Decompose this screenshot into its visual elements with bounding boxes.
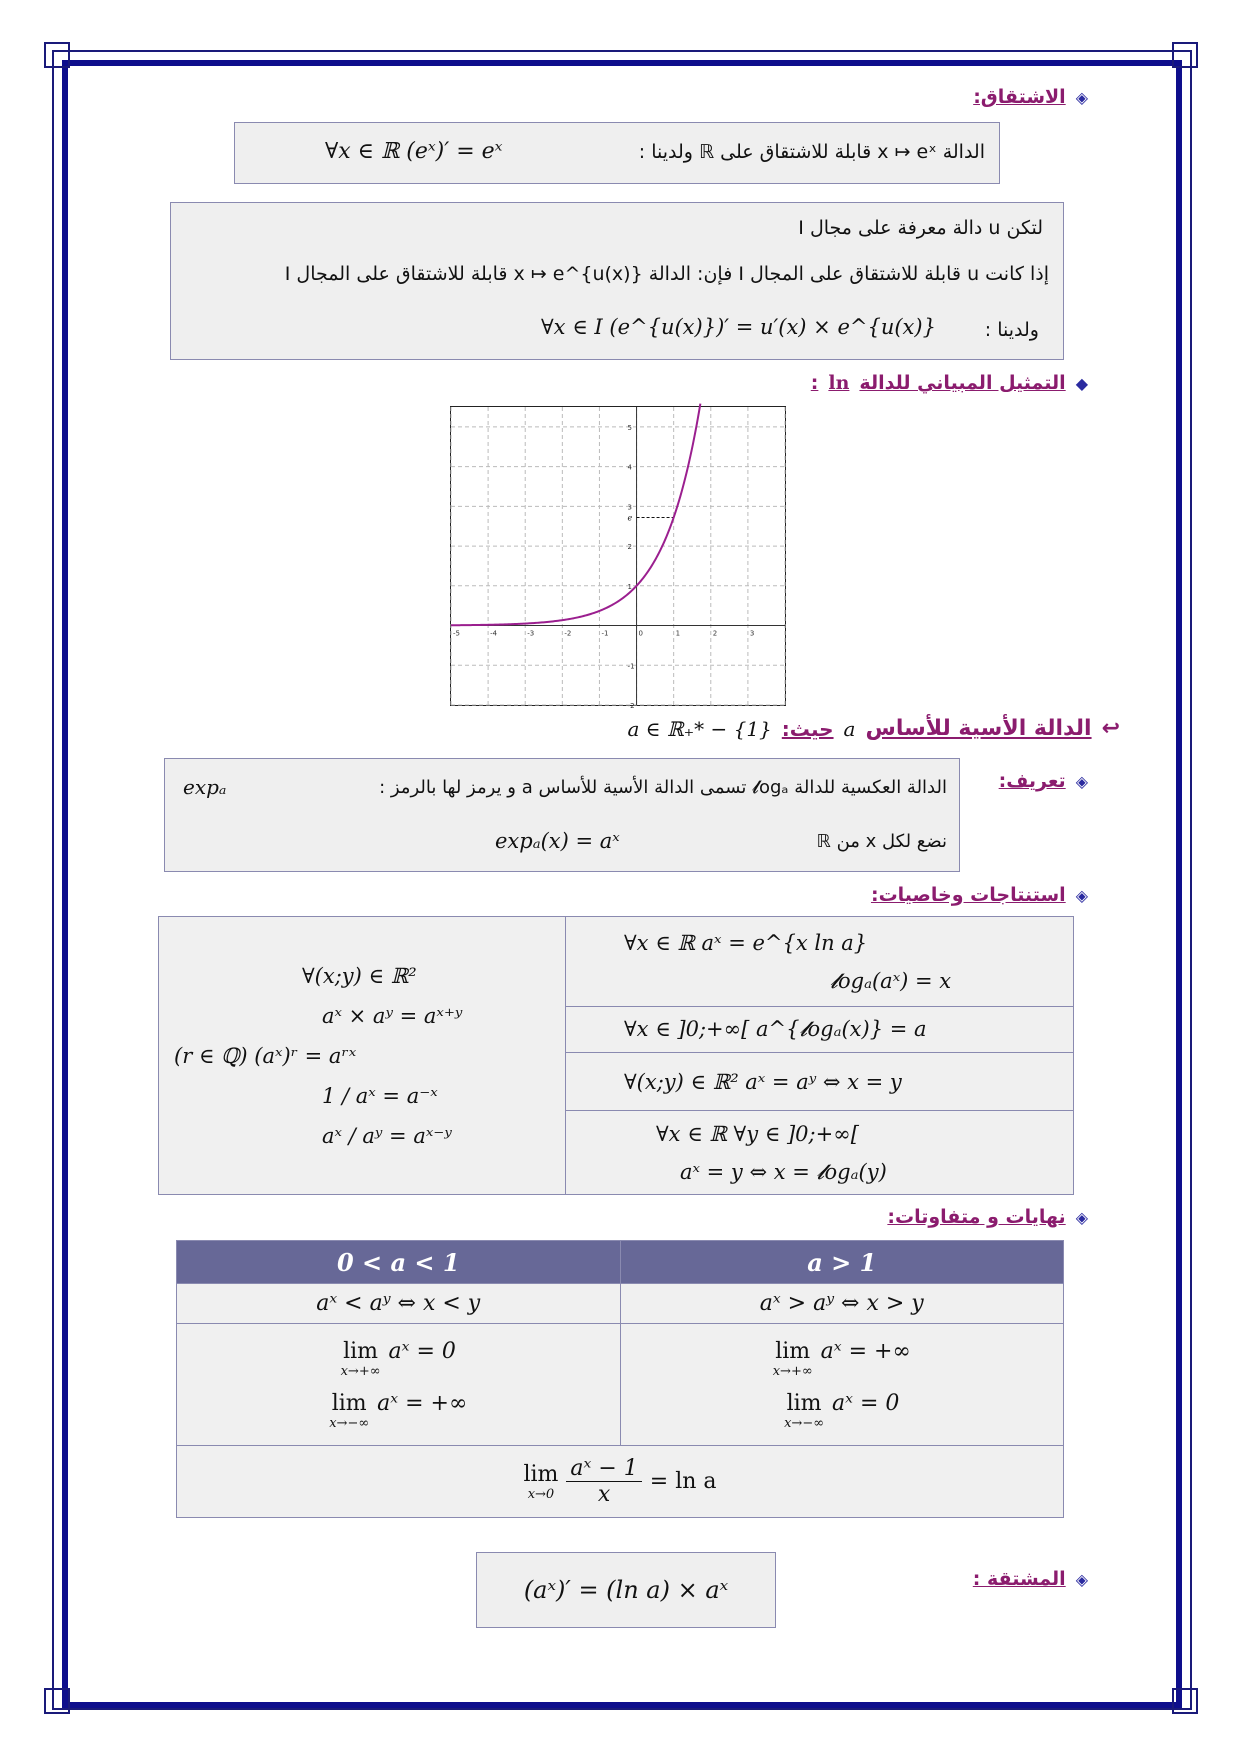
lim-subscript: x→+∞ <box>340 1363 381 1379</box>
inequality-left: aˣ < aʸ ⇔ x < y <box>177 1284 621 1324</box>
frame-corner <box>1172 42 1198 68</box>
properties-left-cell <box>159 917 566 1195</box>
derivative-formula: (aˣ)′ = (ln a) × aˣ <box>523 1576 729 1604</box>
y-tick-label: 1 <box>627 582 633 591</box>
lim-word: lim <box>331 1390 367 1416</box>
section-heading-graph <box>811 372 1088 394</box>
lim-word: lim <box>786 1390 822 1416</box>
lim-subscript: x→0 <box>527 1486 555 1502</box>
lim-word: lim <box>775 1338 811 1364</box>
prop-equivalence: aˣ = y ⇔ x = 𝓵ogₐ(y) <box>680 1159 887 1184</box>
arrow-icon: ↩ <box>1101 716 1120 741</box>
exp-chart-svg <box>451 407 785 710</box>
definition-line-1: الدالة العكسية للدالة 𝓵ogₐ تسمى الدالة الأسية للأساس a و يرمز لها بالرمز : <box>379 777 947 798</box>
diamond-bullet-icon: ◈ <box>1075 87 1088 107</box>
x-tick-label: 0 <box>638 629 644 638</box>
properties-cell-1 <box>566 917 1074 1007</box>
section-title: استنتاجات وخاصيات: <box>870 884 1066 906</box>
section-heading-derivative <box>973 1568 1088 1590</box>
definition-formula: expₐ(x) = aˣ <box>495 829 620 853</box>
x-tick-label: -1 <box>601 629 609 638</box>
y-tick-label: 3 <box>627 503 633 512</box>
section-heading-derivation <box>973 86 1088 108</box>
lim-value: aˣ = 0 <box>832 1390 900 1416</box>
header-case-less-than-one: 0 < a < 1 <box>177 1241 621 1284</box>
lim-subscript: x→−∞ <box>784 1415 825 1431</box>
x-tick-label: -3 <box>527 629 535 638</box>
diamond-bullet-icon: ◈ <box>1075 1569 1088 1589</box>
y-tick-label: -1 <box>627 662 635 671</box>
section-heading-properties <box>871 884 1088 906</box>
limit-right-minf <box>784 1391 899 1431</box>
x-tick-label: -2 <box>564 629 572 638</box>
definition-line-2: نضع لكل x من ℝ <box>816 831 947 852</box>
lim-subscript: x→−∞ <box>329 1415 370 1431</box>
header-case-greater-than-one: a > 1 <box>620 1241 1064 1284</box>
lim-value: aˣ = +∞ <box>820 1338 911 1364</box>
prop-domain: ∀x ∈ ℝ ∀y ∈ ]0;+∞[ <box>656 1121 859 1146</box>
properties-cell-2 <box>566 1007 1074 1053</box>
limit-left-pinf <box>341 1339 456 1379</box>
prop-quotient: aˣ / aʸ = aˣ⁻ʸ <box>322 1123 452 1148</box>
limit-right-pinf <box>773 1339 911 1379</box>
section-title: نهايات و متفاوتات: <box>887 1206 1066 1228</box>
properties-cell-4 <box>566 1111 1074 1195</box>
section-heading-definition <box>999 770 1088 792</box>
prop-log-of-exp: 𝓵ogₐ(aˣ) = x <box>830 968 952 993</box>
composite-line-3-label: ولدينا : <box>984 319 1039 341</box>
diamond-bullet-icon: ◈ <box>1075 1207 1088 1227</box>
limit-result: = ln a <box>649 1469 717 1494</box>
lim-word: lim <box>343 1338 379 1364</box>
y-tick-label: 4 <box>627 463 633 472</box>
prop-forall: ∀(x;y) ∈ ℝ² <box>302 963 417 988</box>
fraction-numerator: aˣ − 1 <box>566 1456 641 1482</box>
inequality-right: aˣ > aʸ ⇔ x > y <box>620 1284 1064 1324</box>
properties-table <box>158 916 1074 1195</box>
limit-left-minf <box>329 1391 467 1431</box>
prop-injective: ∀(x;y) ∈ ℝ² aˣ = aʸ ⇔ x = y <box>624 1069 902 1094</box>
function-name: ln <box>828 372 850 394</box>
diamond-bullet-icon: ◆ <box>1075 373 1088 393</box>
x-tick-label: 2 <box>712 629 718 638</box>
section-title: الدالة الأسية للأساس <box>865 716 1092 741</box>
prop-exp-of-log: ∀x ∈ ]0;+∞[ a^{𝓵ogₐ(x)} = a <box>624 1017 927 1041</box>
y-tick-label: -2 <box>627 702 635 710</box>
fraction-denominator: x <box>597 1482 611 1507</box>
x-tick-label: -4 <box>490 629 498 638</box>
prop-exp-form: ∀x ∈ ℝ aˣ = e^{x ln a} <box>624 930 868 955</box>
lim-word: lim <box>523 1461 559 1487</box>
where-label: حيث: <box>781 716 834 741</box>
section-title: الاشتقاق: <box>973 86 1066 108</box>
lim-value: aˣ = +∞ <box>377 1390 468 1416</box>
limits-zero-cell <box>177 1446 1064 1518</box>
base-condition: a ∈ ℝ₊* − {1} <box>627 716 772 741</box>
composite-line-2: إذا كانت u قابلة للاشتقاق على المجال I فإن: الدالة x ↦ e^{u(x)} قابلة للاشتقاق على المجال I <box>284 263 1049 285</box>
composite-line-3-math: ∀x ∈ I (e^{u(x)})′ = u′(x) × e^{u(x)} <box>541 315 936 339</box>
lim-value: aˣ = 0 <box>388 1338 456 1364</box>
lim-subscript: x→+∞ <box>772 1363 813 1379</box>
exp-graph <box>450 406 786 710</box>
formula-box-exp-derivative <box>234 122 1000 184</box>
limits-left-cell <box>177 1324 621 1446</box>
prop-power: (r ∈ ℚ) (aˣ)ʳ = aʳˣ <box>174 1043 357 1068</box>
properties-cell-3 <box>566 1053 1074 1111</box>
colon: : <box>810 372 819 394</box>
diamond-bullet-icon: ◈ <box>1075 771 1088 791</box>
formula-box-composite <box>170 202 1064 360</box>
frame-corner <box>44 42 70 68</box>
x-tick-label: 3 <box>749 629 755 638</box>
y-tick-label: 5 <box>627 423 633 432</box>
prop-product: aˣ × aʸ = aˣ⁺ʸ <box>322 1003 463 1028</box>
section-title: تعريف: <box>998 770 1066 792</box>
limits-table <box>176 1240 1064 1518</box>
formula-text-arabic: الدالة x ↦ eˣ قابلة للاشتقاق على ℝ ولدينا : <box>638 141 985 163</box>
base-variable: a <box>843 716 856 741</box>
section-title: التمثيل المبياني للدالة <box>859 372 1066 394</box>
composite-line-1: لتكن u دالة معرفة على مجال I <box>798 217 1043 239</box>
x-tick-label: -5 <box>453 629 460 638</box>
limits-right-cell <box>620 1324 1064 1446</box>
definition-box <box>164 758 960 872</box>
frame-corner <box>44 1688 70 1714</box>
section-heading-limits <box>887 1206 1088 1228</box>
diamond-bullet-icon: ◈ <box>1075 885 1088 905</box>
definition-symbol: expₐ <box>183 775 227 799</box>
formula-math: ∀x ∈ ℝ (eˣ)′ = eˣ <box>325 139 503 164</box>
e-annotation: e <box>627 513 633 523</box>
y-tick-label: 2 <box>627 543 633 552</box>
frame-corner <box>1172 1688 1198 1714</box>
section-heading-exp-base <box>628 716 1120 741</box>
prop-inverse: 1 / aˣ = a⁻ˣ <box>322 1083 438 1108</box>
section-title: المشتقة : <box>972 1568 1066 1590</box>
x-tick-label: 1 <box>675 629 681 638</box>
limit-at-zero <box>523 1456 716 1507</box>
derivative-box <box>476 1552 776 1628</box>
